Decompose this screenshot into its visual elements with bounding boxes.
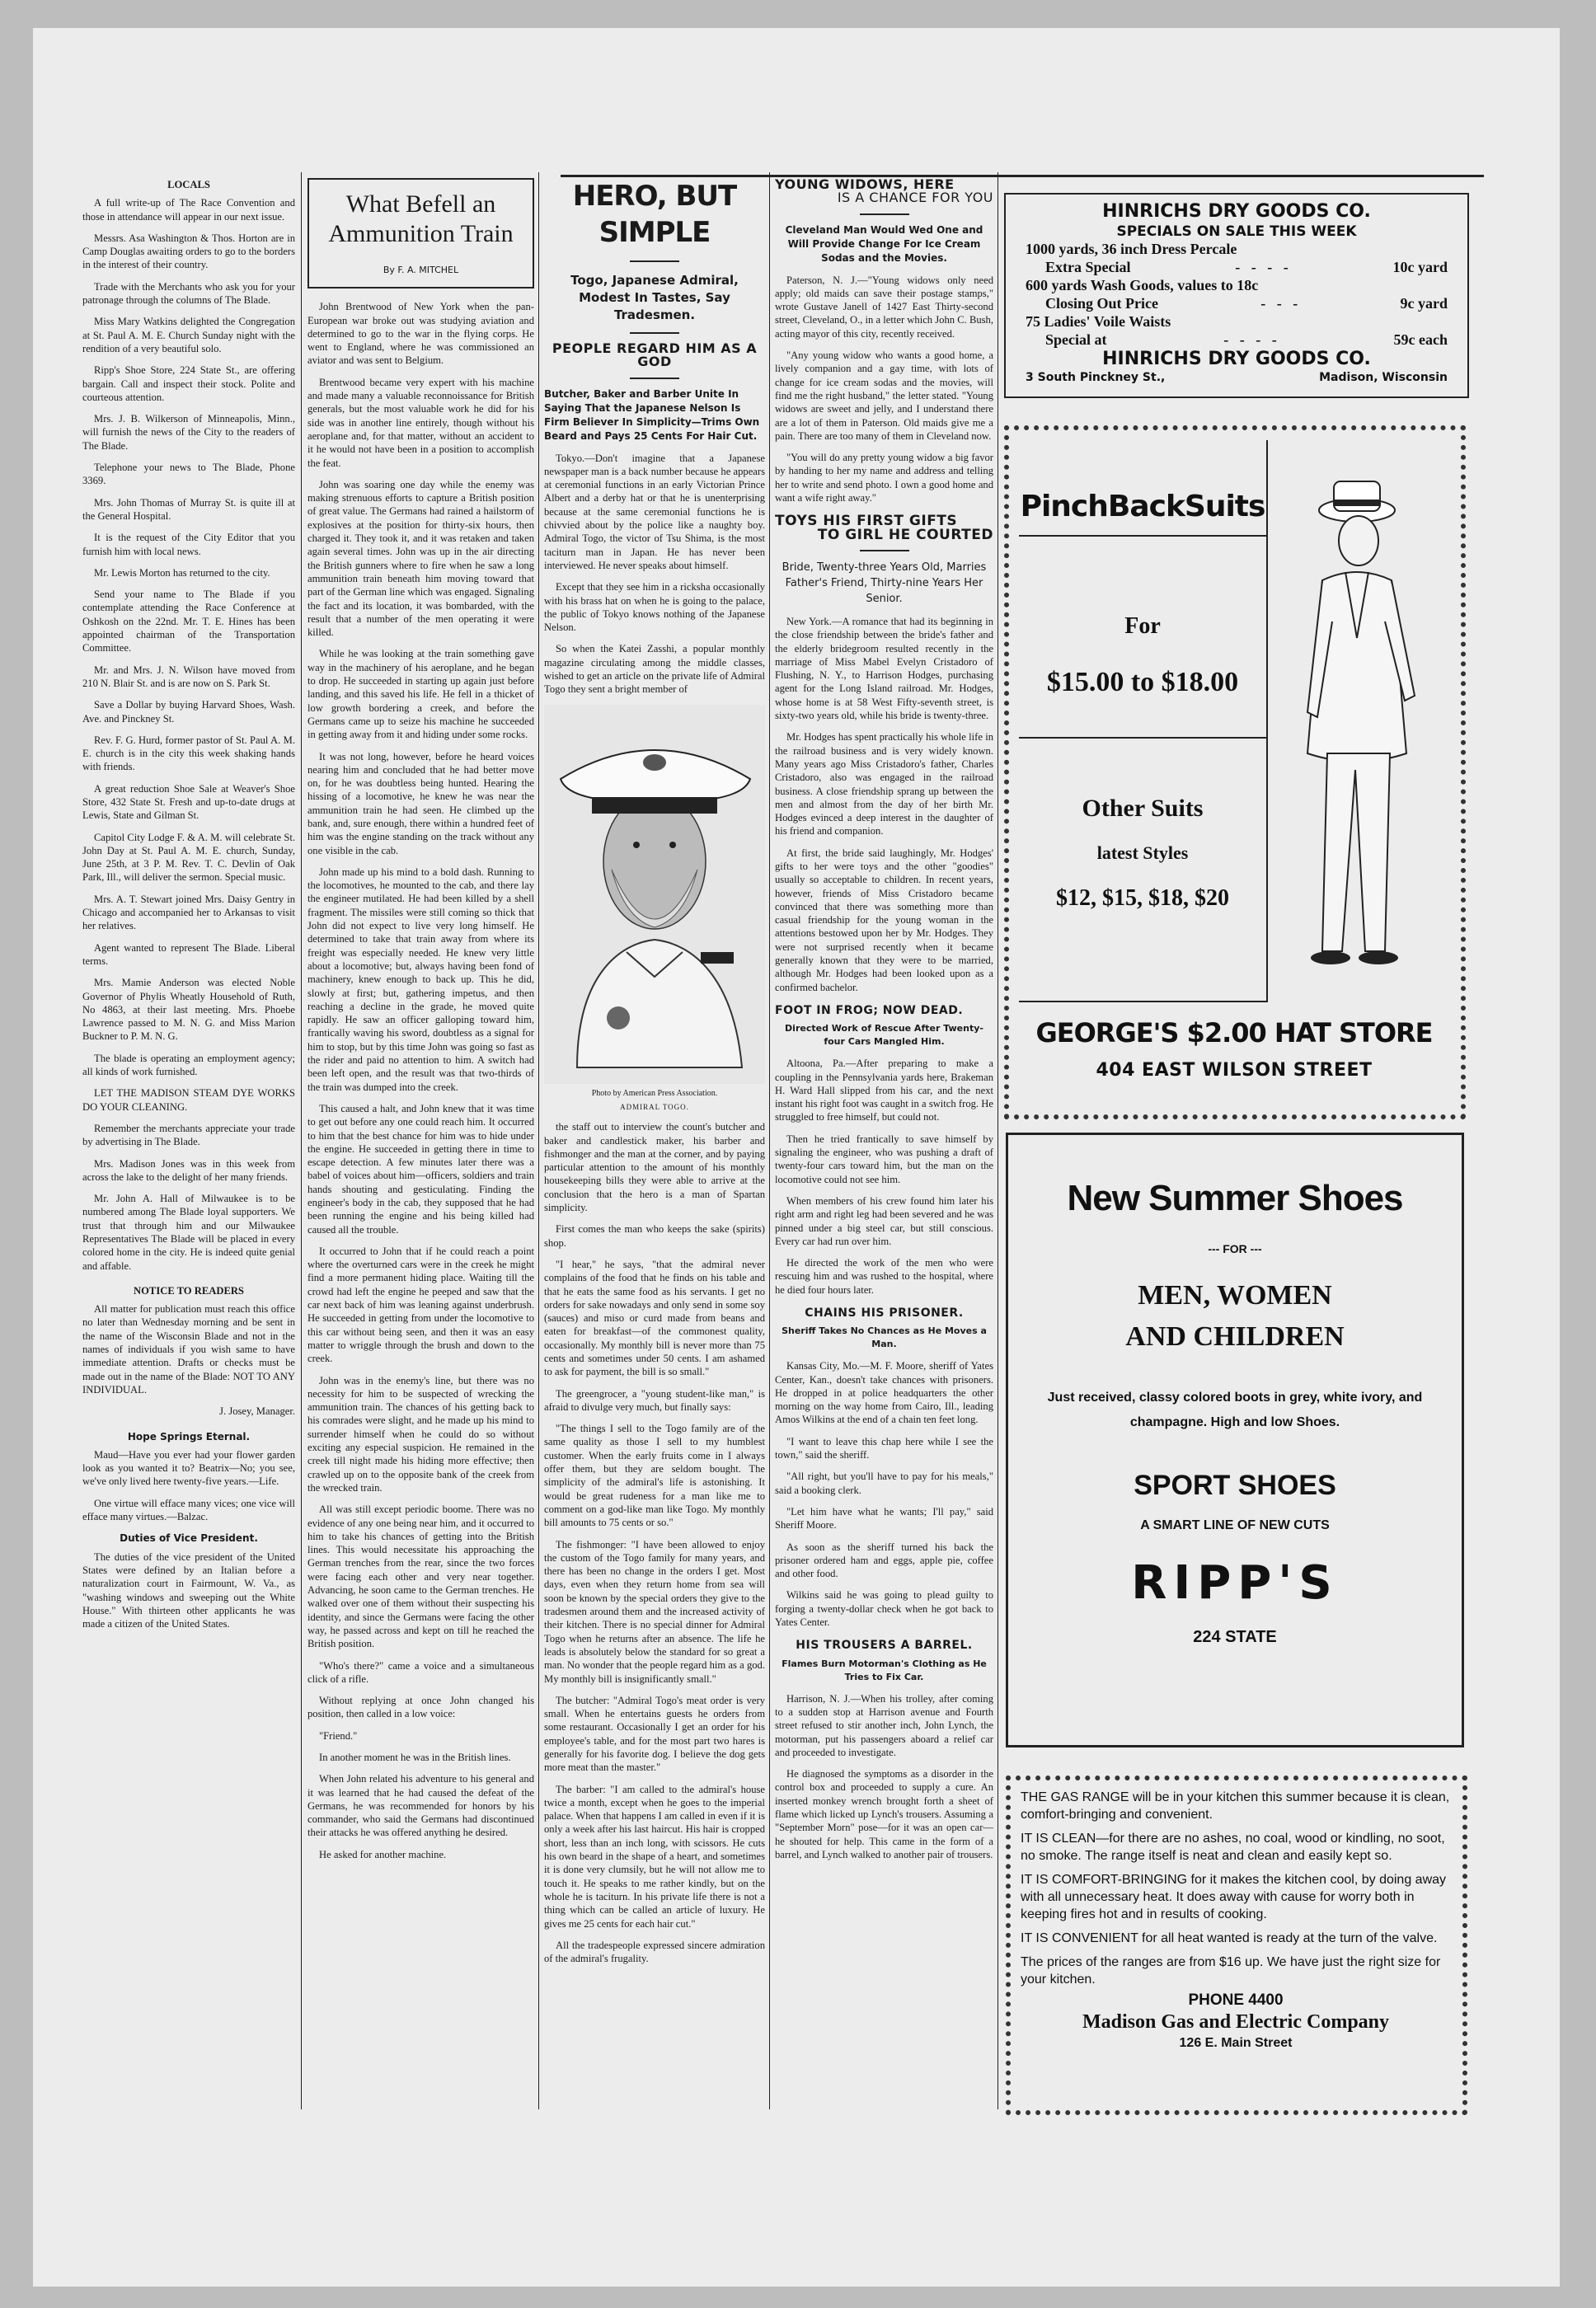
barrel-subhead: Flames Burn Motorman's Clothing as He Tries to Fix Car.	[782, 1658, 987, 1682]
notice-heading: NOTICE TO READERS	[134, 1284, 244, 1297]
paragraph: John was soaring one day while the enemy was making strenuous efforts to capture a British position of great value. The Germans had rained a hailstorm of explosives at the position for thirty-six hours, then charged it. They took it, and it was retaken and taken again several times. John was up in the air directing the British gunners where to fire when he saw a long ammunition train beneath him moving toward that part of the German line which was engaged. Signaling the fact and its location, it was bombarded, with the result that a number of the men operating it were killed.	[307, 478, 534, 639]
title-rule	[630, 260, 679, 262]
man-in-suit-illustration	[1274, 473, 1439, 984]
ripps-who-1: MEN, WOMEN	[1138, 1280, 1332, 1311]
column-rule	[301, 172, 302, 2109]
paragraph: "I hear," he says, "that the admiral never complains of the food that he finds on his table and that he eats the same food as his servants. I get no orders for sake nowadays and only send in some soy (sauces) and miso or curd made from beans and eaten for breakfast—of the commonest quality, occasionally. My monthly bill is never more than 75 cents and sometimes under 50 cents. I am ashamed to ask for payment, the bill is so small."	[544, 1258, 765, 1378]
widows-body	[775, 274, 993, 505]
togo-body-top	[544, 452, 765, 697]
george-ad	[1019, 440, 1449, 1096]
paragraph: Mrs. Mamie Anderson was elected Noble Governor of Phylis Wheatly Household of Ruth, No 4863, at their last meeting. Mrs. Phoebe Lawrence passed to M. N. G. and Miss Marion Buckner to P. M. N. G.	[82, 977, 295, 1043]
paragraph: When members of his crew found him later his right arm and right leg had been severed and he was pinned under a big steel car, but still conscious. Every car had run over him.	[775, 1194, 993, 1247]
paragraph: "I want to leave this chap here while I see the town," said the sheriff.	[775, 1435, 993, 1461]
george-price: $15.00 to $18.00	[1046, 667, 1239, 697]
paragraph: At first, the bride said laughingly, Mr. Hodges' gifts to her were toys and the other "goodies" usually so acceptable to children. In recent years, however, friends of Miss Cristadoro became convinced that there was something more than casual friendship for the young woman in the attentions bestowed upon her by Mr. Hodges. They were not surprised recently when it became generally known that they were to be married, although Mr. Hodges had been looked upon as a confirmed bachelor.	[775, 847, 993, 993]
gas-para-3: IT IS COMFORT-BRINGING for it makes the kitchen cool, by doing away with all unnecessary heat. It does away with cause for worry both in keeping fires hot and in results of cooking.	[1021, 1873, 1447, 1921]
paragraph: Mrs. J. B. Wilkerson of Minneapolis, Minn., will furnish the news of the City to the readers of The Blade.	[82, 413, 295, 452]
paragraph: First comes the man who keeps the sake (spirits) shop.	[544, 1223, 765, 1249]
hope-text: Maud—Have you ever had your flower garden look as you wanted it to? Beatrix—No; you see, we've only lived here twenty-five years.—Life.	[82, 1448, 295, 1488]
paragraph: LET THE MADISON STEAM DYE WORKS DO YOUR CLEANING.	[82, 1087, 295, 1113]
title-rule	[630, 332, 679, 334]
paragraph: The barber: "I am called to the admiral's house twice a month, except when he goes to the imperial palace. When that happens I am called in even if it is only a week after his last haircut. His hair is cropped short, less than an inch long, with scissors. He cuts his own beard in the shape of a heart, and sometimes it is done very clumsily, but he will not allow me to touch it. He speaks to me rather kindly, but on the whole he is taciturn. In his private life there is not a thing which can be called an article of luxury. He gives me 25 cents for each hair cut."	[544, 1783, 765, 1930]
george-address: 404 EAST WILSON STREET	[1096, 1060, 1373, 1081]
paragraph: John Brentwood of New York when the pan-European war broke out was studying aviation and determined to go to the war in the flying corps. He went to England, where he was commissioned an aviator and was sent to Belgium.	[307, 301, 534, 367]
paragraph: The butcher: "Admiral Togo's meat order is very small. When he entertains guests he orders from some restaurant. Occasionally I get an order for his employee's table, and for the most part two hares is generally for his favorite dog. I believe the dog gets more meat than the master."	[544, 1694, 765, 1774]
togo-subhead-3: Butcher, Baker and Barber Unite In Saying That the Japanese Nelson Is Firm Believer In Simplicity—Trims Own Beard and Pays 25 Cents For Hair Cut.	[544, 387, 760, 442]
paragraph: It is the request of the City Editor that you furnish him with local news.	[82, 532, 295, 557]
hinrichs-name-top: HINRICHS DRY GOODS CO.	[1102, 201, 1371, 222]
gas-para-4: IT IS CONVENIENT for all heat wanted is ready at the turn of the valve.	[1021, 1931, 1438, 1945]
gas-para-1: THE GAS RANGE will be in your kitchen this summer because it is clean, comfort-bringing and convenient.	[1021, 1790, 1450, 1822]
paragraph: Harrison, N. J.—When his trolley, after coming to a sudden stop at Harrison avenue and Fourth street refused to stir another inch, John Lynch, the motorman, put his passengers aboard a relief car and proceeded to investigate.	[775, 1692, 993, 1758]
widows-subhead: Cleveland Man Would Wed One and Will Provide Change For Ice Cream Sodas and the Movies.	[785, 223, 983, 264]
paragraph: Mr. John A. Hall of Milwaukee is to be numbered among The Blade loyal supporters. We trust that through him and our Milwaukee Representatives The Blade will be placed in every colored home in the city. He is indeed quite genial and affable.	[82, 1193, 295, 1272]
widows-title-1: YOUNG WIDOWS, HERE	[775, 176, 955, 192]
paragraph: Trade with the Merchants who ask you for your patronage through the columns of The Blade.	[82, 280, 295, 307]
hinrichs-row-3	[1026, 331, 1448, 349]
toys-body	[775, 615, 993, 994]
gas-address: 126 E. Main Street	[1179, 2036, 1293, 2050]
paragraph: He asked for another machine.	[319, 1848, 447, 1860]
ripps-address: 224 STATE	[1193, 1628, 1277, 1646]
paragraph: As soon as the sheriff turned his back the prisoner ordered ham and eggs, apple pie, coffee and other food.	[775, 1541, 993, 1580]
paragraph: Capitol City Lodge F. & A. M. will celebrate St. John Day at St. Paul A. M. E. church, Sunday, June 25th, at 3 P. M. Rev. T. C. Devlin of Oak Park, Ill., will deliver the sermon. Special music.	[82, 831, 295, 884]
story-title: What Befell an Ammunition Train	[328, 190, 514, 247]
photo-credit: Photo by American Press Association.	[591, 1088, 718, 1098]
hinrichs-item-2-label: Closing Out Price	[1045, 295, 1158, 312]
widows-title-2: IS A CHANCE FOR YOU	[837, 190, 993, 206]
george-inner-box	[1019, 440, 1268, 1002]
column-rule	[769, 172, 770, 2109]
short-stories-column	[775, 175, 993, 2116]
story-byline: By F. A. MITCHEL	[383, 265, 459, 275]
paragraph: Agent wanted to represent The Blade. Liberal terms.	[82, 941, 295, 967]
paragraph: The fishmonger: "I have been allowed to enjoy the custom of the Togo family for many years, and there has been no change in the orders I get. Most days, even when they return home from sea will soon be known by the special orders they give to the tradesmen around them and the increased activity of their kitchen. There is no special dinner for Admiral Togo when he returns after an absence. The life he leads is absolutely below the standard for so great a man. No wonder that the people regard him as a god. My monthly bill is insignificantly small."	[544, 1538, 765, 1685]
paragraph: He directed the work of the men who were rescuing him and was rushed to the hospital, where he died four hours later.	[775, 1257, 993, 1296]
admiral-togo-photo	[544, 705, 765, 1084]
ripps-sport: SPORT SHOES	[1134, 1470, 1336, 1501]
togo-title: HERO, BUT SIMPLE	[572, 180, 737, 249]
hinrichs-price-1: 10c yard	[1392, 259, 1448, 275]
paragraph: "The things I sell to the Togo family are of the same quality as those I sell to my humblest customer. When the early fruits come in I always offer them, but they are seldom bought. The simplicity of the admiral's life is astonishing. It would be great rudeness for a man like me to comment on a god-like man like Togo. My monthly bill amounts to 75 cents or so."	[544, 1423, 765, 1529]
paragraph: "Friend."	[319, 1729, 358, 1742]
barrel-body	[775, 1692, 993, 1862]
paragraph: the staff out to interview the count's butcher and baker and candlestick maker, his barber and fishmonger and the man at the corner, and by paying particular attention to the amount of his monthly housekeeping bills they were able to arrive at the conclusion that the hero is a man of Spartan simplicity.	[544, 1121, 765, 1214]
title-rule	[860, 550, 909, 551]
hinrichs-city: Madison, Wisconsin	[1319, 371, 1448, 384]
paragraph: Mrs. A. T. Stewart joined Mrs. Daisy Gentry in Chicago and accompanied her to Arkansas to visit her relatives.	[82, 893, 295, 932]
paragraph: Wilkins said he was going to plead guilty to forging a twenty-dollar check when he got back to Yates Center.	[775, 1589, 993, 1629]
togo-body-bottom	[544, 1120, 765, 1965]
paragraph: In another moment he was in the British lines.	[319, 1751, 511, 1763]
george-title: PinchBackSuits	[1020, 490, 1265, 523]
gas-ad	[1021, 1789, 1451, 2094]
hinrichs-items	[1006, 240, 1467, 349]
paragraph: Altoona, Pa.—After preparing to make a coupling in the Pennsylvania yards here, Brakeman H. Ward Hall slipped from his car, and the next instant his right foot was caught in a switch frog. He struggled to free himself, but could not.	[775, 1058, 993, 1124]
hinrichs-item-2: 600 yards Wash Goods, values to 18c	[1026, 277, 1259, 293]
ammunition-story-column	[307, 175, 534, 2116]
frog-body	[775, 1057, 993, 1297]
paragraph: All was still except periodic boome. There was no evidence of any one being near him, and it occurred to him to take his chances of getting into the British lines. This would necessitate his approaching the German trenches from the rear, since the two forces were facing each other and very near together. Advancing, he soon came to the German trenches. He walked over one of them without their suspecting his identity, and since the Germans were facing the other way, he passed across and kept on till he reached the British position.	[307, 1503, 534, 1650]
paragraph: All the tradespeople expressed sincere admiration of the admiral's frugality.	[544, 1939, 765, 1965]
george-store-name: GEORGE'S $2.00 HAT STORE	[1035, 1017, 1433, 1048]
paragraph: Messrs. Asa Washington & Thos. Horton are in Camp Douglas awaiting orders to go to the borders in the interest of their country.	[82, 232, 295, 271]
frog-title: FOOT IN FROG; NOW DEAD.	[775, 1003, 964, 1017]
togo-subhead-2: PEOPLE REGARD HIM AS A GOD	[552, 340, 758, 370]
chains-title: CHAINS HIS PRISONER.	[805, 1306, 964, 1320]
column-rule	[538, 172, 539, 2109]
paragraph: Mrs. John Thomas of Murray St. is quite ill at the General Hospital.	[82, 496, 295, 522]
paragraph: When John related his adventure to his general and it was learned that he had caused the defeat of the Germans, he was recommended for honors by his commander, who said the Germans had discontinued their attacks he was offered anything he desired.	[307, 1773, 534, 1839]
hinrichs-item-3: 75 Ladies' Voile Waists	[1026, 313, 1171, 330]
hinrichs-name-bottom: HINRICHS DRY GOODS CO.	[1102, 349, 1371, 369]
paragraph: Paterson, N. J.—"Young widows only need apply; old maids can save their postage stamps," wrote Gustave Janell of 1427 East Thirty-second street, Cleveland, O., in a letter which John C. Bush, acting mayor of this city, recently received.	[775, 274, 993, 340]
title-rule	[860, 213, 909, 215]
title-rule	[1019, 737, 1266, 739]
hinrichs-address: 3 South Pinckney St.,	[1026, 371, 1166, 384]
locals-list	[82, 196, 295, 1273]
paragraph: "Let him have what he wants; I'll pay," said Sheriff Moore.	[775, 1505, 993, 1532]
hinrichs-item-1: 1000 yards, 36 inch Dress Percale	[1026, 241, 1237, 257]
ripps-who-2: AND CHILDREN	[1125, 1321, 1345, 1352]
paragraph: Mrs. Madison Jones was in this week from across the lake to the delight of her many friends.	[82, 1157, 295, 1183]
locals-column	[82, 175, 295, 2116]
paragraph: This caused a halt, and John knew that it was time to get out before any one could reach him. It occurred to him that the best chance for him was to hide under the engine. He succeeded in getting there in time to escape detection. A few minutes later there was a babel of voices about him—officers, soldiers and train hands shouting and gesticulating. Finding the engineer's body in the cab, they supposed that he had been running the engine and his being killed had caused all the trouble.	[307, 1102, 534, 1236]
paragraph: Telephone your news to The Blade, Phone 3369.	[82, 462, 295, 487]
paragraph: Except that they see him in a ricksha occasionally with his brass hat on when he is going to the palace, the public of Tokyo knows nothing of the Japanese Nelson.	[544, 581, 765, 634]
story-body	[307, 300, 534, 1861]
chains-body	[775, 1359, 993, 1629]
paragraph: It occurred to John that if he could reach a point where the overturned cars were in the creek he might find a more permanent hiding place. Waiting till the crowd had left the engine he peeped and saw that the car next back of him was leaning against underbrush. He succeeded in getting from under the locomotive to this car without being seen, and then it was an easy matter to wriggle through the brush and down to the creek.	[307, 1245, 534, 1365]
hinrichs-specials: SPECIALS ON SALE THIS WEEK	[1116, 223, 1357, 240]
paragraph: "Any young widow who wants a good home, a lively companion and a gay time, with lots of change for ice cream sodas and the movies, will find me the right husband," the letter stated. "Young widows are sweet and jelly, and I understand there are a lot of them in Paterson. Old maids give me a pain. There are too many of them in Cleveland now.	[775, 349, 993, 442]
paragraph: New York.—A romance that had its beginning in the close friendship between the bride's father and the elderly bridegroom resulted recently in the marriage of Miss Mabel Evelyn Cristadoro of Flushing, N. Y., to Harrison Hodges, purchasing agent for the Long Island railroad. Mr. Hodges, whose home is at 58 West Fifty-seventh street, is sixty-two years old, while his bride is twenty-three.	[775, 615, 993, 722]
toys-title-2: TO GIRL HE COURTED	[817, 526, 993, 543]
hinrichs-price-2: 9c yard	[1400, 295, 1448, 312]
ripps-cuts: A SMART LINE OF NEW CUTS	[1140, 1518, 1330, 1532]
togo-story-column	[544, 175, 765, 2116]
hinrichs-ad	[1004, 193, 1469, 398]
paragraph: John was in the enemy's line, but there was no necessity for him to be suspected of wrecking the ammunition train. The chances of his getting back to his comrades were slight, and he made up his mind to surrender himself when he could do so without exciting any especial suspicion. He remained in the creek till night made his hiding more effective; then crawled up on to the opposite bank of the creek from the wrecked train.	[307, 1374, 534, 1494]
paragraph: Rev. F. G. Hurd, former pastor of St. Paul A. M. E. church is in the city this week shaking hands with friends.	[82, 734, 295, 773]
gas-phone: PHONE 4400	[1188, 1991, 1284, 2009]
togo-subhead: Togo, Japanese Admiral, Modest In Tastes, Say Tradesmen.	[570, 273, 739, 322]
paragraph: The blade is operating an employment agency; all kinds of work furnished.	[82, 1052, 295, 1078]
story-title-box	[307, 178, 534, 288]
gas-company: Madison Gas and Electric Company	[1082, 2011, 1390, 2033]
paragraph: While he was looking at the train something gave way in the machinery of his aeroplane, and he began to drop. He succeeded in starting up again just before landing, and this saved his life. He fell in a thicket of low growth bordering a creek, and before the Germans came up to seize his machine he succeeded in getting away from it and hiding under some rocks.	[307, 648, 534, 741]
paragraph: Mr. and Mrs. J. N. Wilson have moved from 210 N. Blair St. and is are now on S. Park St.	[82, 664, 295, 689]
virtue-text: One virtue will efface many vices; one vice will efface many virtues.—Balzac.	[82, 1497, 295, 1523]
ripps-for: --- FOR ---	[1208, 1242, 1262, 1255]
paragraph: Save a Dollar by buying Harvard Shoes, Wash. Ave. and Pinckney St.	[82, 699, 295, 725]
frog-subhead: Directed Work of Rescue After Twenty-four Cars Mangled Him.	[785, 1023, 983, 1048]
hinrichs-row-1	[1026, 258, 1448, 276]
photo-caption: ADMIRAL TOGO.	[620, 1102, 689, 1111]
paragraph: Mr. Hodges has spent practically his whole life in the railroad business and is very widely known. Many years ago Miss Cristadoro's father, Charles Cristadoro, also was engaged in the railroad business. A close friendship sprang up between the men and almost from the day of her birth Mr. Hodges evinced a deep interest in the daughter of his friend and companion.	[775, 731, 993, 837]
paragraph: John made up his mind to a bold dash. Running to the locomotives, he mounted to the cab, and there lay the engineer mutilated. He had been killed by a shell fragment. The missiles were still coming so thick that John did not expect to live very long himself. He determined to take that train away from where its freight was especially needed. He knew very little about a locomotive; but, always having been fond of machinery, knew enough to back up. This he did, slowly at first; but, gathering impetus, and then reaching a decline in the grade, he moved quite rapidly. He saw an officer galloping toward him, frantically waving his sword, doubtless as a signal for him to stop, but by this time John was going so fast as the rider and paid no attention to him. A switch had been left open, and the result was that two-thirds of the train was dumped into the creek.	[307, 866, 534, 1093]
dots: - - - -	[1235, 259, 1289, 275]
george-for: For	[1124, 613, 1161, 639]
hinrichs-address-row	[1006, 369, 1467, 386]
paragraph: "All right, but you'll have to pay for his meals," said a booking clerk.	[775, 1471, 993, 1496]
dots: - - - -	[1223, 331, 1277, 348]
paragraph: Tokyo.—Don't imagine that a Japanese newspaper man is a back number because he appears at ceremonial functions in an early Victorian Prince Albert and a derby hat or that he is unenterprising because at the same ceremonial functions he is chivvied about by the police like a naughty boy. Admiral Togo, the victor of Tsu Shima, is the most taciturn man in Japan. He has never been interviewed. He never speaks about himself.	[544, 452, 765, 571]
chains-subhead: Sheriff Takes No Chances as He Moves a Man.	[782, 1325, 987, 1350]
notice-text: All matter for publication must reach this office no later than Wednesday morning and be sent in the name of the Wisconsin Blade and not in the names of individuals if you wish same to have immediate attention. Drafts or checks must be made out in the name of the Blade: NOT TO ANY INDIVIDUAL.	[82, 1303, 295, 1396]
hinrichs-item-3-label: Special at	[1045, 331, 1107, 348]
toys-title-1: TOYS HIS FIRST GIFTS	[775, 513, 958, 530]
paragraph: A great reduction Shoe Sale at Weaver's Shoe Store, 432 State St. Fresh and up-to-date drugs at Lewis, State and Gilman St.	[82, 782, 295, 822]
paragraph: Then he tried frantically to save himself by signaling the engineer, who was pushing a draft of twenty-four cars toward him, but the man on the locomotive could not see him.	[775, 1133, 993, 1185]
duties-text: The duties of the vice president of the United States were defined by an Italian before a naturalization court in Fairmount, W. Va., as "washing windows and sweeping out the White House." With thirteen other applicants he was made a citizen of the United States.	[82, 1550, 295, 1630]
notice-signature: J. Josey, Manager.	[219, 1405, 295, 1418]
paragraph: A full write-up of The Race Convention and those in attendance will appear in our next issue.	[82, 197, 295, 223]
barrel-title: HIS TROUSERS A BARREL.	[796, 1639, 973, 1653]
paragraph: Ripp's Shoe Store, 224 State St., are offering bargain. Call and inspect their stock. Polite and courteous attention.	[82, 364, 295, 403]
hinrichs-price-3: 59c each	[1393, 331, 1448, 348]
ripps-description: Just received, classy colored boots in grey, white ivory, and champagne. High and low Shoes.	[1047, 1391, 1423, 1429]
gas-para-2: IT IS CLEAN—for there are no ashes, no coal, wood or kindling, no soot, no smoke. The range itself is neat and clean and easily kept so.	[1021, 1832, 1445, 1863]
paragraph: So when the Katei Zasshi, a popular monthly magazine circulating among the middle classes, wished to get an article on the private life of Admiral Togo they sent a bright member of	[544, 643, 765, 696]
title-rule	[630, 378, 679, 379]
ripps-title: New Summer Shoes	[1067, 1178, 1403, 1218]
ripps-name: RIPP'S	[1131, 1556, 1339, 1610]
paragraph: "Who's there?" came a voice and a simultaneous click of a rifle.	[307, 1659, 534, 1685]
title-rule	[1019, 535, 1266, 537]
paragraph: Mr. Lewis Morton has returned to the city.	[94, 566, 270, 579]
george-prices: $12, $15, $18, $20	[1056, 885, 1229, 911]
paragraph: He diagnosed the symptoms as a disorder in the control box and proceeded to supply a cure. An inserted monkey wrench brought forth a sheet of flame which licked up Lynch's trousers. Assuming a "September Morn" pose—for it was an open car—he shouted for help. This came in the form of a barrel, and Lynch walked to another pair of trousers.	[775, 1768, 993, 1860]
newspaper-page	[33, 28, 1560, 2287]
paragraph: Without replying at once John changed his position, then called in a low voice:	[307, 1695, 534, 1720]
paragraph: Kansas City, Mo.—M. F. Moore, sheriff of Yates Center, Kan., doesn't take chances with prisoners. He dropped in at police headquarters the other morning on the way home from Cairo, Ill., leading Amos Wilkins at the end of a chain ten feet long.	[775, 1360, 993, 1426]
ripps-ad	[1006, 1133, 1464, 1747]
hope-heading: Hope Springs Eternal.	[127, 1430, 251, 1442]
paragraph: Brentwood became very expert with his machine and made many a valuable reconnoissance for British generals, but the most valuable work he did for his side was in another line entirely, though without his aeroplane and, for that matter, without an accident to it he would not have been in a position to accomplish the feat.	[307, 376, 534, 469]
hinrichs-item-1-label: Extra Special	[1045, 259, 1131, 275]
paragraph: The greengrocer, a "young student-like man," is afraid to divulge very much, but finally says:	[544, 1387, 765, 1413]
duties-heading: Duties of Vice President.	[120, 1532, 258, 1545]
george-other: Other Suits	[1082, 795, 1204, 822]
paragraph: "You will do any pretty young widow a big favor by handing to her my name and address and telling her to write and send photo. I own a good home and want a wife right away."	[775, 452, 993, 504]
paragraph: Send your name to The Blade if you contemplate attending the Race Conference at Oshkosh on the 22nd. Mr. T. E. Hines has been appointed chairman of the Transportation Committee.	[82, 589, 295, 654]
hinrichs-row-2	[1026, 294, 1448, 312]
toys-subhead: Bride, Twenty-three Years Old, Marries Father's Friend, Thirty-nine Years Her Senior.	[782, 561, 987, 605]
gas-para-5: The prices of the ranges are from $16 up. We have just the right size for your kitchen.	[1021, 1955, 1441, 1987]
locals-heading: LOCALS	[167, 179, 210, 190]
george-latest: latest Styles	[1096, 842, 1189, 863]
paragraph: Miss Mary Watkins delighted the Congregation at St. Paul A. M. E. Church Sunday night with the rendition of a very beautiful solo.	[82, 316, 295, 354]
paragraph: It was not long, however, before he heard voices nearing him and concluded that he had better move on, for he was doubtless being hunted. Hearing the hissing of a locomotive, he knew he was near the ammunition train he had seen. He climbed up the bank, and, sure enough, there within a hundred feet of him was the engine standing on the track without any one visible in the cab.	[307, 750, 534, 856]
dots: - - -	[1260, 295, 1298, 312]
paragraph: Remember the merchants appreciate your trade by advertising in The Blade.	[82, 1122, 295, 1148]
